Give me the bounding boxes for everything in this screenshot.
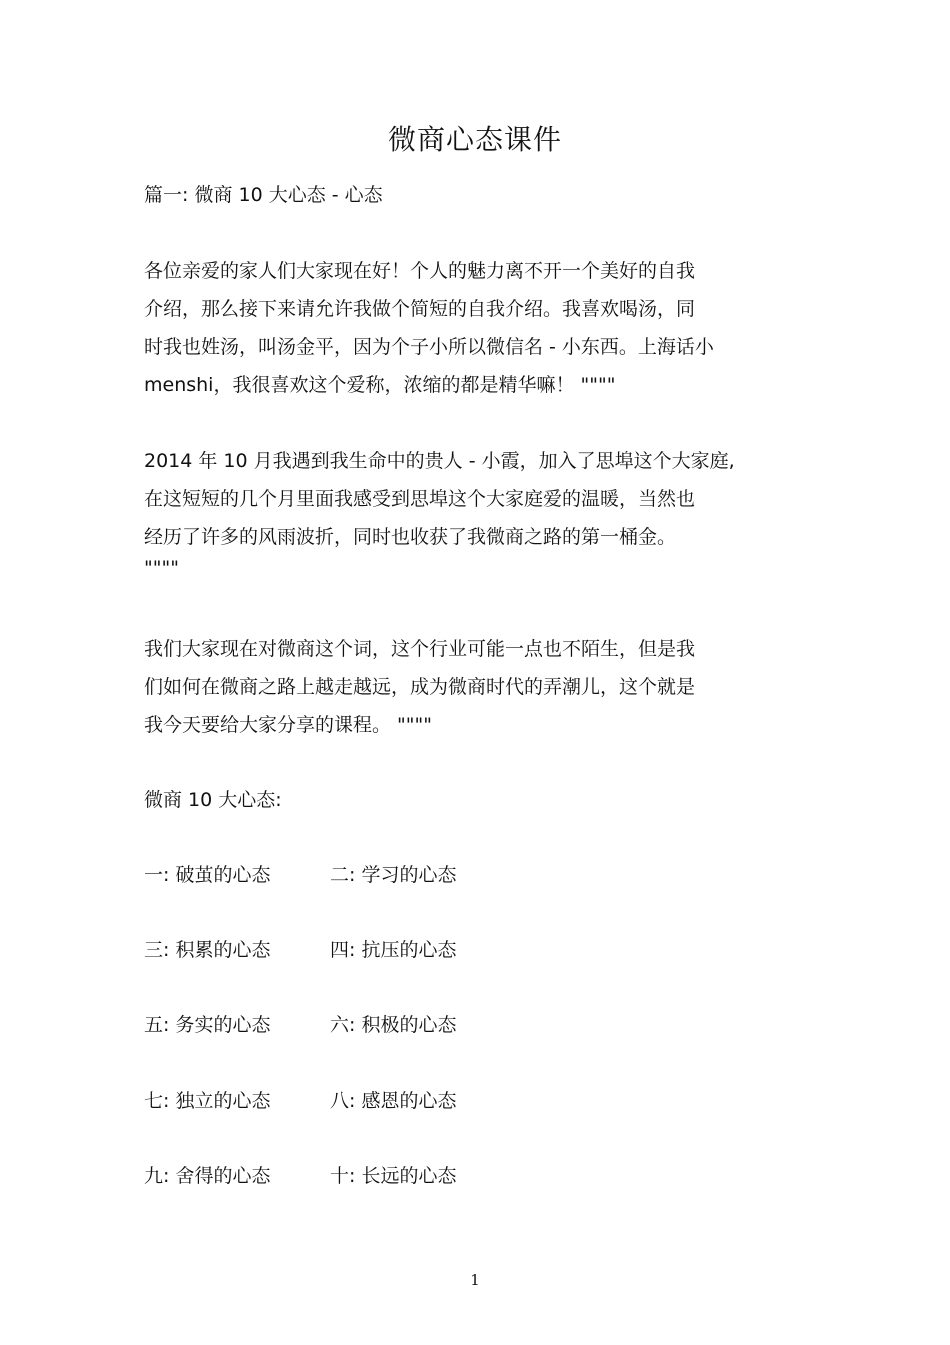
sharing-paragraph — [144, 630, 824, 744]
paragraph-line: 时我也姓汤，叫汤金平，因为个子小所以微信名 - 小东西。上海话小 — [144, 336, 714, 358]
mentality-row — [144, 932, 457, 968]
mentality-item: 三: 积累的心态 — [144, 939, 271, 961]
paragraph-line: 经历了许多的风雨波折，同时也收获了我微商之路的第一桶金。 — [144, 526, 677, 548]
mentality-item: 二: 学习的心态 — [330, 864, 457, 886]
mentality-item: 四: 抗压的心态 — [330, 939, 457, 961]
mentality-item: 七: 独立的心态 — [144, 1090, 271, 1112]
story-paragraph — [144, 442, 824, 580]
paragraph-line: 介绍，那么接下来请允许我做个简短的自我介绍。我喜欢喝汤，同 — [144, 298, 696, 320]
mentality-list-heading: 微商 10 大心态: — [144, 789, 282, 811]
mentality-row — [144, 857, 457, 893]
mentality-item: 九: 舍得的心态 — [144, 1165, 271, 1187]
mentality-item: 八: 感恩的心态 — [330, 1090, 457, 1112]
paragraph-line: """" — [144, 557, 179, 579]
mentality-row — [144, 1083, 457, 1119]
document-title: 微商心态课件 — [387, 123, 562, 156]
paragraph-line: menshi，我很喜欢这个爱称，浓缩的都是精华嘛！ """" — [144, 374, 616, 396]
mentality-item: 一: 破茧的心态 — [144, 864, 271, 886]
mentality-row — [144, 1007, 457, 1043]
mentality-row — [144, 1158, 457, 1194]
paragraph-line: 们如何在微商之路上越走越远，成为微商时代的弄潮儿，这个就是 — [144, 676, 696, 698]
mentality-item: 六: 积极的心态 — [330, 1014, 457, 1036]
paragraph-line: 我们大家现在对微商这个词，这个行业可能一点也不陌生，但是我 — [144, 638, 696, 660]
mentality-item: 五: 务实的心态 — [144, 1014, 271, 1036]
mentality-item: 十: 长远的心态 — [330, 1165, 457, 1187]
page-number: 1 — [470, 1271, 480, 1289]
paragraph-line: 各位亲爱的家人们大家现在好！个人的魅力离不开一个美好的自我 — [144, 260, 696, 282]
paragraph-line: 在这短短的几个月里面我感受到思埠这个大家庭爱的温暖，当然也 — [144, 488, 696, 510]
paragraph-line: 2014 年 10 月我遇到我生命中的贵人 - 小霞，加入了思埠这个大家庭, — [144, 450, 735, 472]
intro-paragraph — [144, 252, 824, 404]
paragraph-line: 我今天要给大家分享的课程。 """" — [144, 714, 432, 736]
section-title: 篇一: 微商 10 大心态 - 心态 — [144, 184, 383, 206]
